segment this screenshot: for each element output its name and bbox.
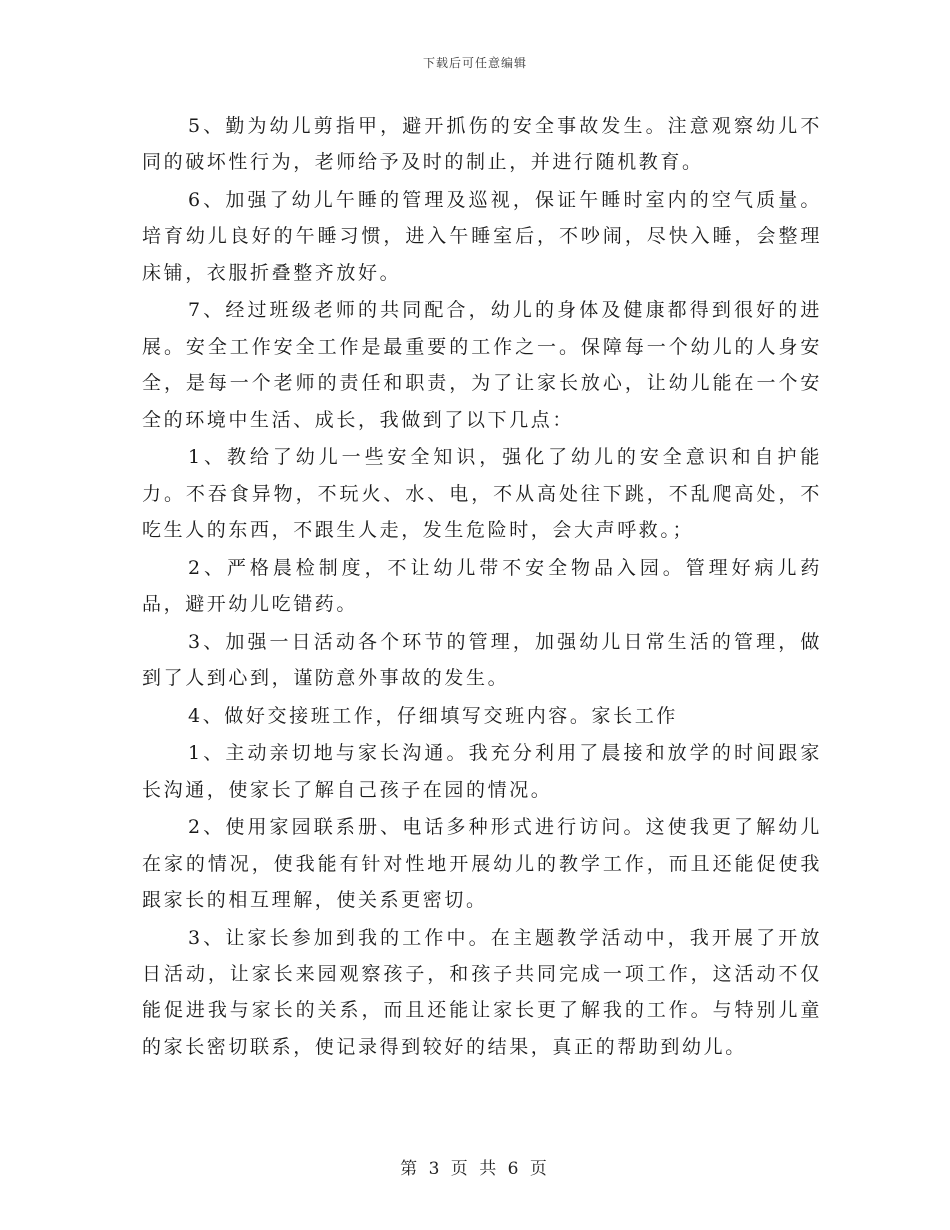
paragraph: 2、使用家园联系册、电话多种形式进行访问。这使我更了解幼儿在家的情况，使我能有针对性地开展幼儿的教学工作，而且还能促使我跟家长的相互理解，使关系更密切。 xyxy=(142,816,822,912)
page-number-footer: 第 3 页 共 6 页 xyxy=(400,1159,550,1179)
paragraph: 3、加强一日活动各个环节的管理，加强幼儿日常生活的管理，做到了人到心到，谨防意外事故的发生。 xyxy=(142,630,822,690)
page-header: 下载后可任意编辑 xyxy=(422,56,527,70)
paragraph: 7、经过班级老师的共同配合，幼儿的身体及健康都得到很好的进展。安全工作安全工作是最重要的工作之一。保障每一个幼儿的人身安全，是每一个老师的责任和职责，为了让家长放心，让幼儿能在一个安全的环境中生活、成长，我做到了以下几点： xyxy=(142,299,822,431)
paragraph: 5、勤为幼儿剪指甲，避开抓伤的安全事故发生。注意观察幼儿不同的破坏性行为，老师给予及时的制止，并进行随机教育。 xyxy=(142,115,822,174)
document-body xyxy=(142,108,822,1066)
paragraph: 1、主动亲切地与家长沟通。我充分利用了晨接和放学的时间跟家长沟通，使家长了解自己孩子在园的情况。 xyxy=(142,742,822,801)
paragraph: 4、做好交接班工作，仔细填写交班内容。家长工作 xyxy=(188,704,678,727)
paragraph: 3、让家长参加到我的工作中。在主题教学活动中，我开展了开放日活动，让家长来园观察孩子，和孩子共同完成一项工作，这活动不仅能促进我与家长的关系，而且还能让家长更了解我的工作。与特别儿童的家长密切联系，使记录得到较好的结果，真正的帮助到幼儿。 xyxy=(142,926,822,1058)
paragraph: 6、加强了幼儿午睡的管理及巡视，保证午睡时室内的空气质量。培育幼儿良好的午睡习惯，进入午睡室后，不吵闹，尽快入睡，会整理床铺，衣服折叠整齐放好。 xyxy=(142,189,822,284)
paragraph: 2、严格晨检制度，不让幼儿带不安全物品入园。管理好病儿药品，避开幼儿吃错药。 xyxy=(142,556,822,616)
paragraph: 1、教给了幼儿一些安全知识，强化了幼儿的安全意识和自护能力。不吞食异物，不玩火、水、电，不从高处往下跳，不乱爬高处，不吃生人的东西，不跟生人走，发生危险时，会大声呼救。； xyxy=(142,446,822,542)
